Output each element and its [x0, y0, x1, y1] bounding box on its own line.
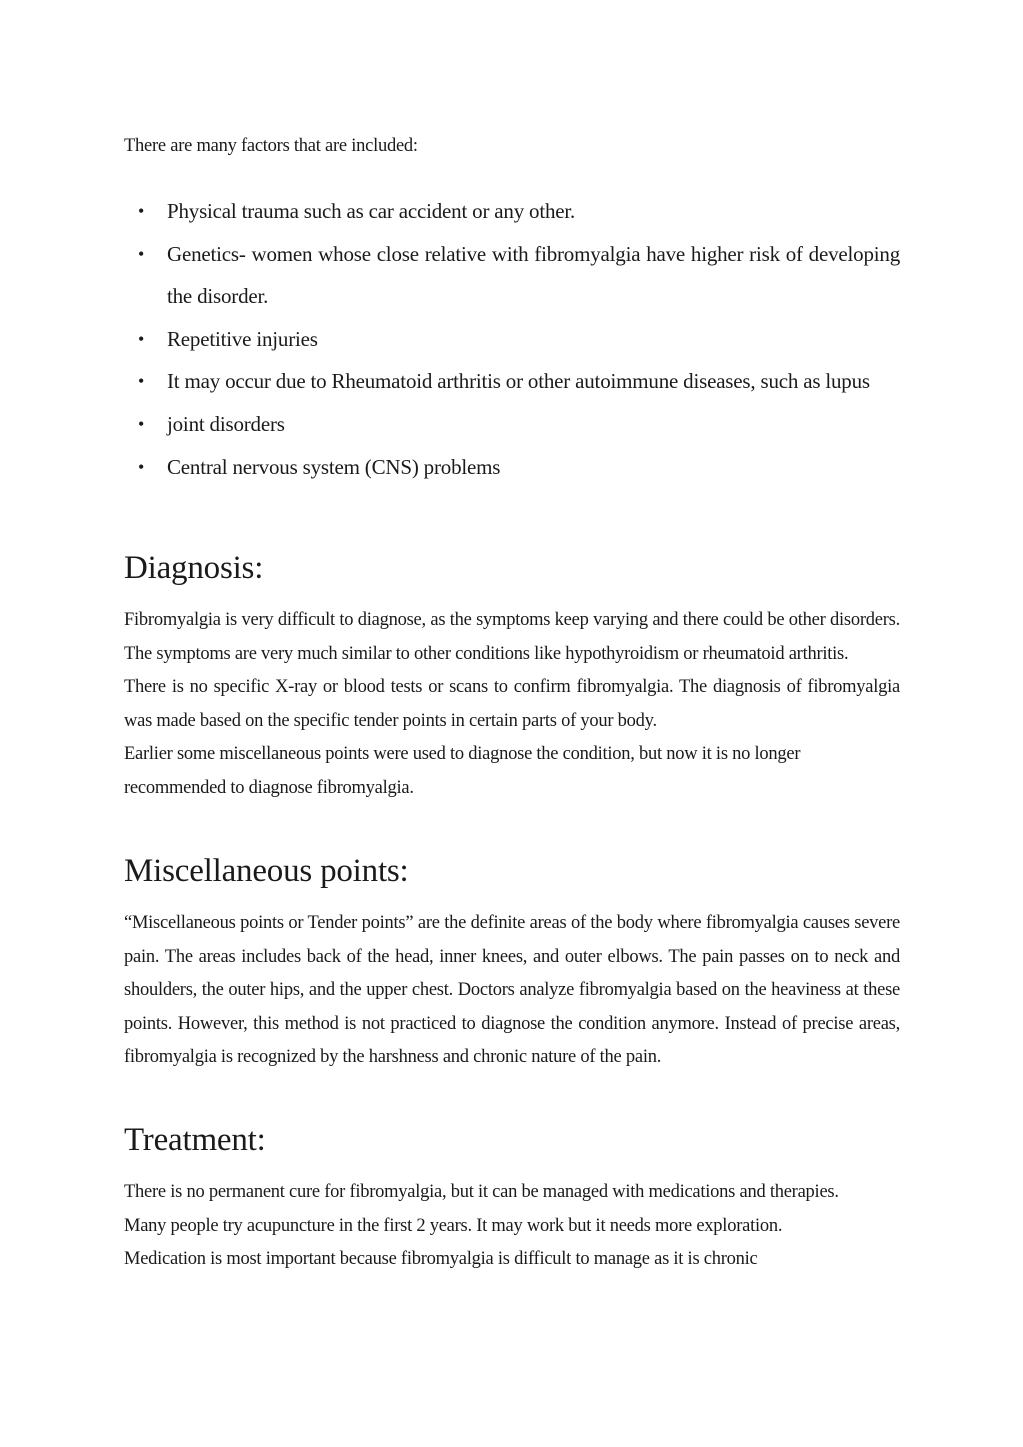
- treatment-paragraph-1: There is no permanent cure for fibromyalgia, but it can be managed with medications and therapies.: [124, 1182, 839, 1202]
- treatment-paragraph-2: Many people try acupuncture in the first 2 years. It may work but it needs more exploration.: [124, 1215, 783, 1236]
- diagnosis-paragraph-3: Earlier some miscellaneous points were used to diagnose the condition, but now it is no longer recommended to diagnose fibromyalgia.: [124, 744, 801, 798]
- bullet-icon: •: [138, 371, 145, 392]
- diagnosis-paragraph-1: Fibromyalgia is very difficult to diagnose, as the symptoms keep varying and there could be other disorders. The symptoms are very much similar to other conditions like hypothyroidism or rheumatoid arthritis.: [124, 610, 900, 664]
- misc-heading: Miscellaneous points:: [124, 853, 409, 889]
- list-item: [124, 190, 900, 233]
- bullet-icon: •: [138, 201, 145, 221]
- treatment-paragraph-3: Medication is most important because fibromyalgia is difficult to manage as it is chronic: [124, 1249, 758, 1270]
- list-item: [124, 233, 900, 318]
- intro-text: There are many factors that are included:: [124, 136, 418, 156]
- list-item: [124, 446, 900, 489]
- list-item-text: Repetitive injuries: [167, 326, 318, 351]
- bullet-icon: •: [138, 456, 145, 477]
- list-item-text: Genetics- women whose close relative with fibromyalgia have higher risk of developing the disorder.: [167, 241, 900, 309]
- factor-list: [124, 190, 900, 488]
- treatment-section: [124, 1120, 900, 1277]
- misc-section: [124, 851, 900, 1075]
- list-item: [124, 403, 900, 446]
- misc-paragraph: “Miscellaneous points or Tender points” are the definite areas of the body where fibromyalgia causes severe pain. The areas includes back of the head, inner knees, and outer elbows. The pain passes on to neck and shoulders, the outer hips, and the upper chest. Doctors analyze fibromyalgia based on the heaviness at these points. However, this method is not practiced to diagnose the condition anymore. Instead of precise areas, fibromyalgia is recognized by the harshness and chronic nature of the pain.: [124, 913, 900, 1068]
- diagnosis-heading: Diagnosis:: [124, 550, 264, 586]
- list-item: [124, 318, 900, 361]
- list-item-text: Central nervous system (CNS) problems: [167, 454, 501, 479]
- list-item-text: It may occur due to Rheumatoid arthritis or other autoimmune diseases, such as lupus: [167, 369, 870, 394]
- bullet-icon: •: [138, 413, 145, 434]
- bullet-icon: •: [138, 243, 145, 264]
- bullet-icon: •: [138, 328, 145, 349]
- list-item: [124, 360, 900, 403]
- diagnosis-section: [124, 548, 900, 806]
- diagnosis-paragraph-2: There is no specific X-ray or blood tests or scans to confirm fibromyalgia. The diagnosis of fibromyalgia was made based on the specific tender points in certain parts of your body.: [124, 677, 900, 731]
- treatment-heading: Treatment:: [124, 1122, 266, 1158]
- list-item-text: Physical trauma such as car accident or any other.: [167, 199, 576, 223]
- list-item-text: joint disorders: [167, 411, 285, 436]
